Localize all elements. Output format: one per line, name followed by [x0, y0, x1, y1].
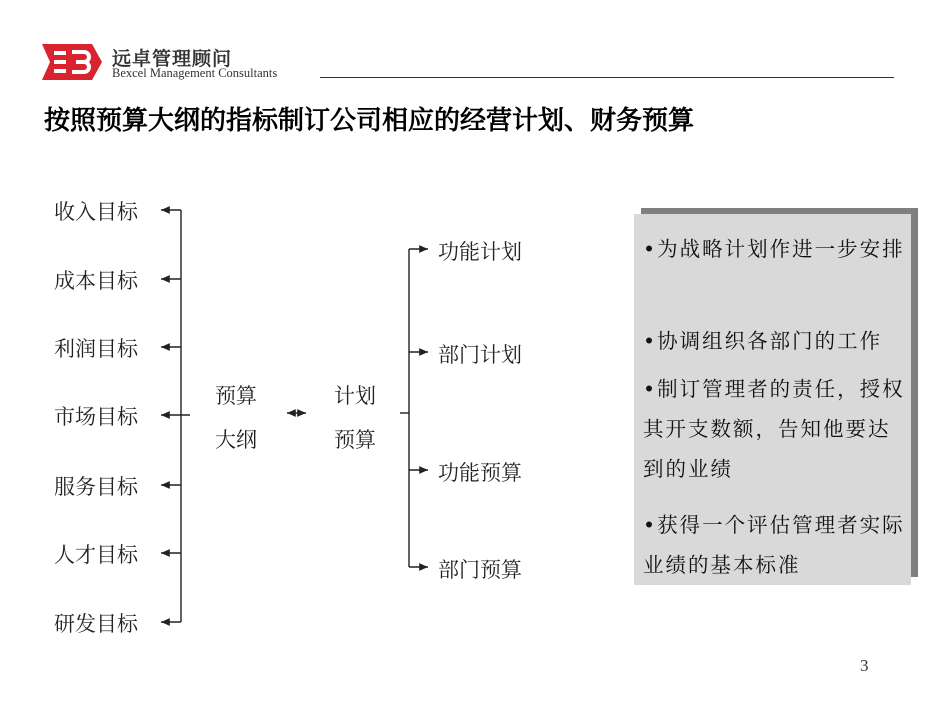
page-number: 3	[860, 656, 869, 675]
output-functional-plan: 功能计划	[438, 240, 522, 264]
note-item: •制订管理者的责任，授权其开支数额，告知他要达到的业绩	[643, 377, 905, 481]
target-talent: 人才目标	[54, 543, 138, 567]
brand-name-cn: 远卓管理顾问	[112, 48, 233, 70]
output-department-plan: 部门计划	[438, 343, 522, 367]
plan-budget-line1: 计划	[334, 384, 376, 408]
target-cost: 成本目标	[54, 269, 138, 293]
target-income: 收入目标	[54, 200, 138, 224]
budget-outline-line1: 预算	[215, 384, 257, 408]
slide-title: 按照预算大纲的指标制订公司相应的经营计划、财务预算	[44, 106, 695, 136]
target-profit: 利润目标	[54, 337, 138, 361]
target-rnd: 研发目标	[54, 612, 138, 636]
target-service: 服务目标	[54, 475, 138, 499]
plan-budget-line2: 预算	[334, 428, 376, 452]
brand-name-en: Bexcel Management Consultants	[112, 66, 278, 80]
budget-outline-line2: 大纲	[215, 428, 257, 452]
output-functional-budget: 功能预算	[438, 461, 522, 485]
note-item: •获得一个评估管理者实际业绩的基本标准	[643, 513, 905, 577]
note-item: •为战略计划作进一步安排	[643, 237, 905, 261]
target-market: 市场目标	[54, 405, 138, 429]
output-department-budget: 部门预算	[438, 558, 522, 582]
note-item: •协调组织各部门的工作	[643, 329, 883, 353]
